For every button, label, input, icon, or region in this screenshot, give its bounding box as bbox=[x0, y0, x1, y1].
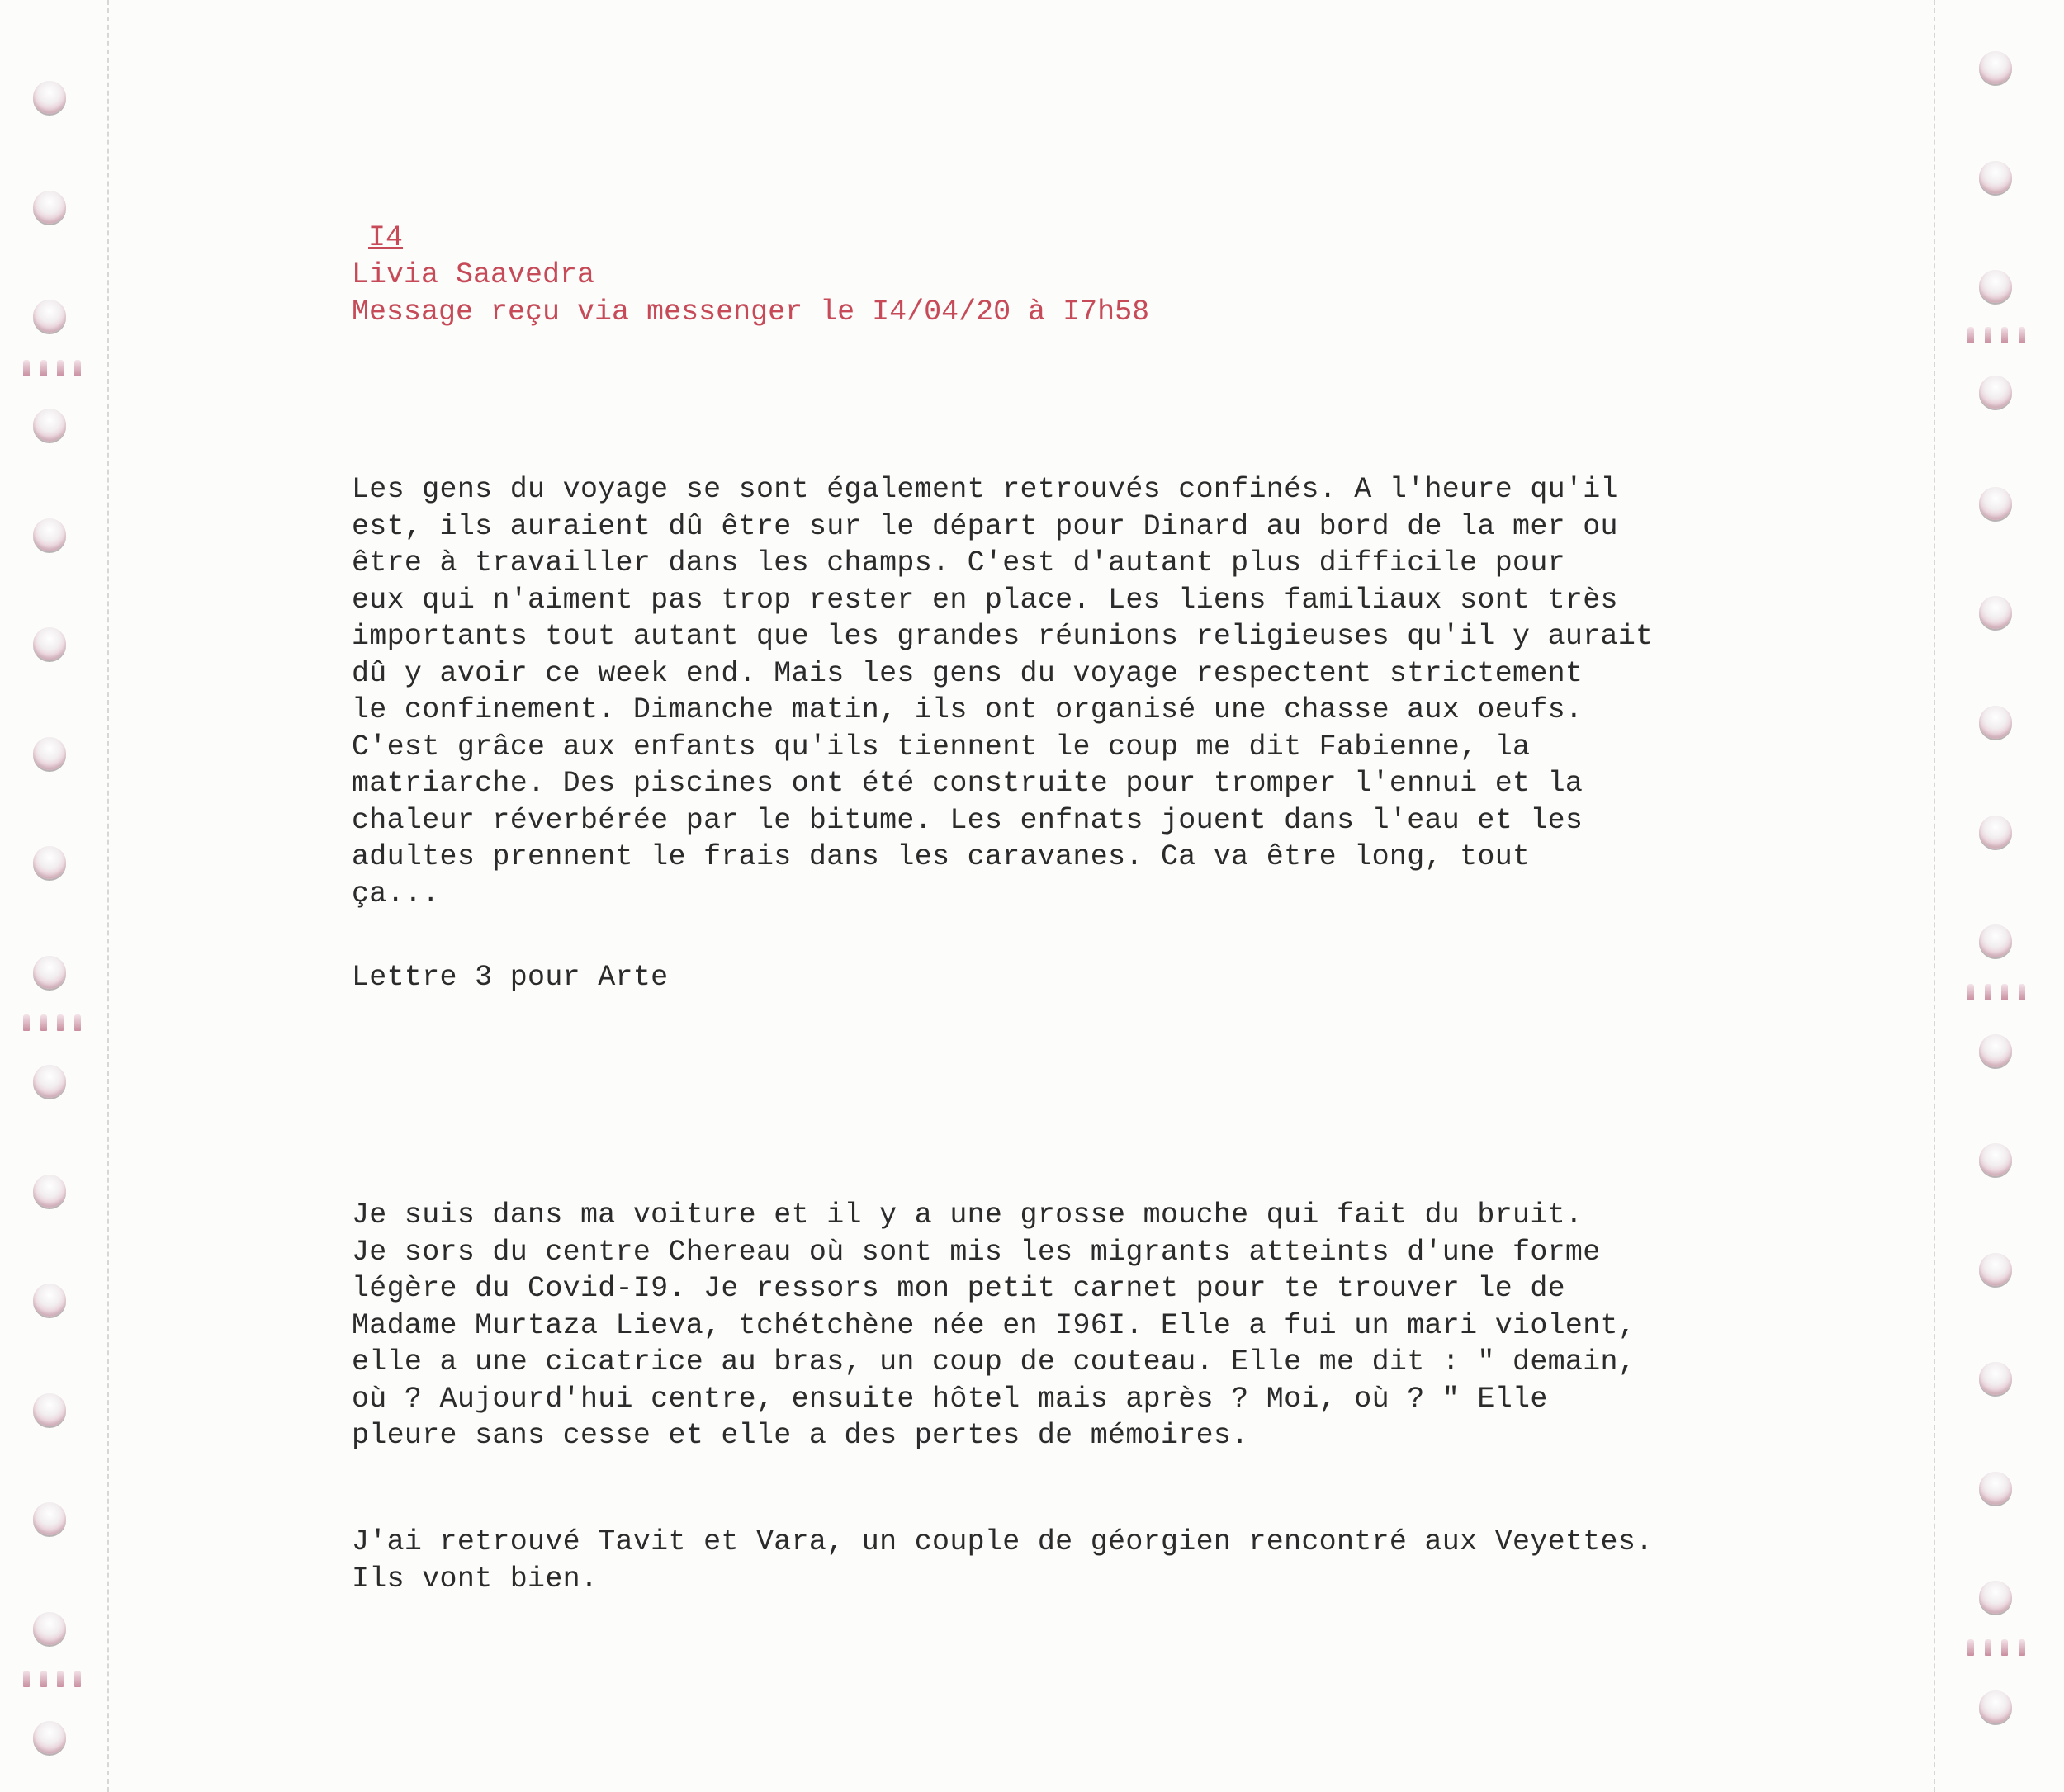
page-number: I4 bbox=[368, 221, 404, 254]
tractor-hole bbox=[33, 81, 66, 114]
tractor-hole bbox=[33, 1721, 66, 1754]
letter-label: Lettre 3 pour Arte bbox=[352, 961, 669, 994]
tractor-hole bbox=[1979, 816, 2012, 849]
tractor-hole bbox=[1979, 1253, 2012, 1286]
tractor-hole bbox=[1979, 706, 2012, 739]
tractor-hole bbox=[33, 1065, 66, 1098]
perforation-marks bbox=[23, 1011, 81, 1031]
tractor-hole bbox=[1979, 51, 2012, 84]
tractor-hole bbox=[33, 846, 66, 879]
tractor-hole bbox=[1979, 487, 2012, 520]
left-perforation-line bbox=[107, 0, 109, 1792]
tractor-hole bbox=[1979, 1472, 2012, 1505]
tractor-hole bbox=[33, 1284, 66, 1317]
author-name: Livia Saavedra bbox=[352, 258, 595, 291]
letter-header bbox=[352, 220, 1149, 331]
tractor-hole bbox=[33, 627, 66, 660]
right-perforation-line bbox=[1934, 0, 1935, 1792]
tractor-hole bbox=[1979, 376, 2012, 409]
tractor-hole bbox=[1979, 270, 2012, 303]
tractor-hole bbox=[33, 1393, 66, 1426]
tractor-hole bbox=[1979, 1143, 2012, 1176]
tractor-hole bbox=[1979, 1034, 2012, 1067]
tractor-hole bbox=[1979, 161, 2012, 194]
tractor-hole bbox=[33, 191, 66, 224]
tractor-hole bbox=[1979, 596, 2012, 629]
perforation-marks bbox=[1967, 981, 2025, 1000]
paragraph-centre-chereau: Je suis dans ma voiture et il y a une grosse mouche qui fait du bruit. Je sors du centre Chereau où sont mis les migrants atteints d'une forme légère du Covid-I9. Je ressors mon petit carnet pour te trouver le de Madame Murtaza Lieva, tchétchène née en I96I. Elle a fui un mari violent, elle a une cicatrice au bras, un coup de couteau. Elle me dit : " demain, où ? Aujourd'hui centre, ensuite hôtel mais après ? Moi, où ? " Elle pleure sans cesse et elle a des pertes de mémoires. bbox=[352, 1199, 1636, 1452]
perforation-marks bbox=[23, 357, 81, 376]
tractor-hole bbox=[33, 300, 66, 333]
tractor-hole bbox=[1979, 924, 2012, 957]
tractor-hole bbox=[1979, 1690, 2012, 1723]
tractor-hole bbox=[33, 956, 66, 989]
tractor-hole bbox=[33, 518, 66, 551]
perforation-marks bbox=[1967, 324, 2025, 343]
tractor-hole bbox=[33, 1612, 66, 1645]
tractor-hole bbox=[33, 409, 66, 442]
perforation-marks bbox=[23, 1667, 81, 1687]
tractor-hole bbox=[33, 1502, 66, 1535]
tractor-hole bbox=[33, 737, 66, 770]
paragraph-gens-du-voyage: Les gens du voyage se sont également retrouvés confinés. A l'heure qu'il est, ils auraient dû être sur le départ pour Dinard au bord de la mer ou être à travailler dans les champs. C'est d'autant plus difficile pour eux qui n'aiment pas trop rester en place. Les liens familiaux sont très importants tout autant que les grandes réunions religieuses qu'il y aurait dû y avoir ce week end. Mais les gens du voyage respectent strictement le confinement. Dimanche matin, ils ont organisé une chasse aux oeufs. C'est grâce aux enfants qu'ils tiennent le coup me dit Fabienne, la matriarche. Des piscines ont été construite pour tromper l'ennui et la chaleur réverbérée par le bitume. Les enfnats jouent dans l'eau et les adultes prennent le frais dans les caravanes. Ca va être long, tout ça... bbox=[352, 473, 1654, 910]
tractor-hole bbox=[1979, 1581, 2012, 1614]
perforation-marks bbox=[1967, 1636, 2025, 1656]
tractor-hole bbox=[33, 1175, 66, 1208]
message-info: Message reçu via messenger le I4/04/20 à I7h58 bbox=[352, 296, 1150, 329]
paragraph-tavit-vara: J'ai retrouvé Tavit et Vara, un couple de géorgien rencontré aux Veyettes. Ils vont bien. bbox=[352, 1525, 1654, 1596]
tractor-hole bbox=[1979, 1362, 2012, 1395]
